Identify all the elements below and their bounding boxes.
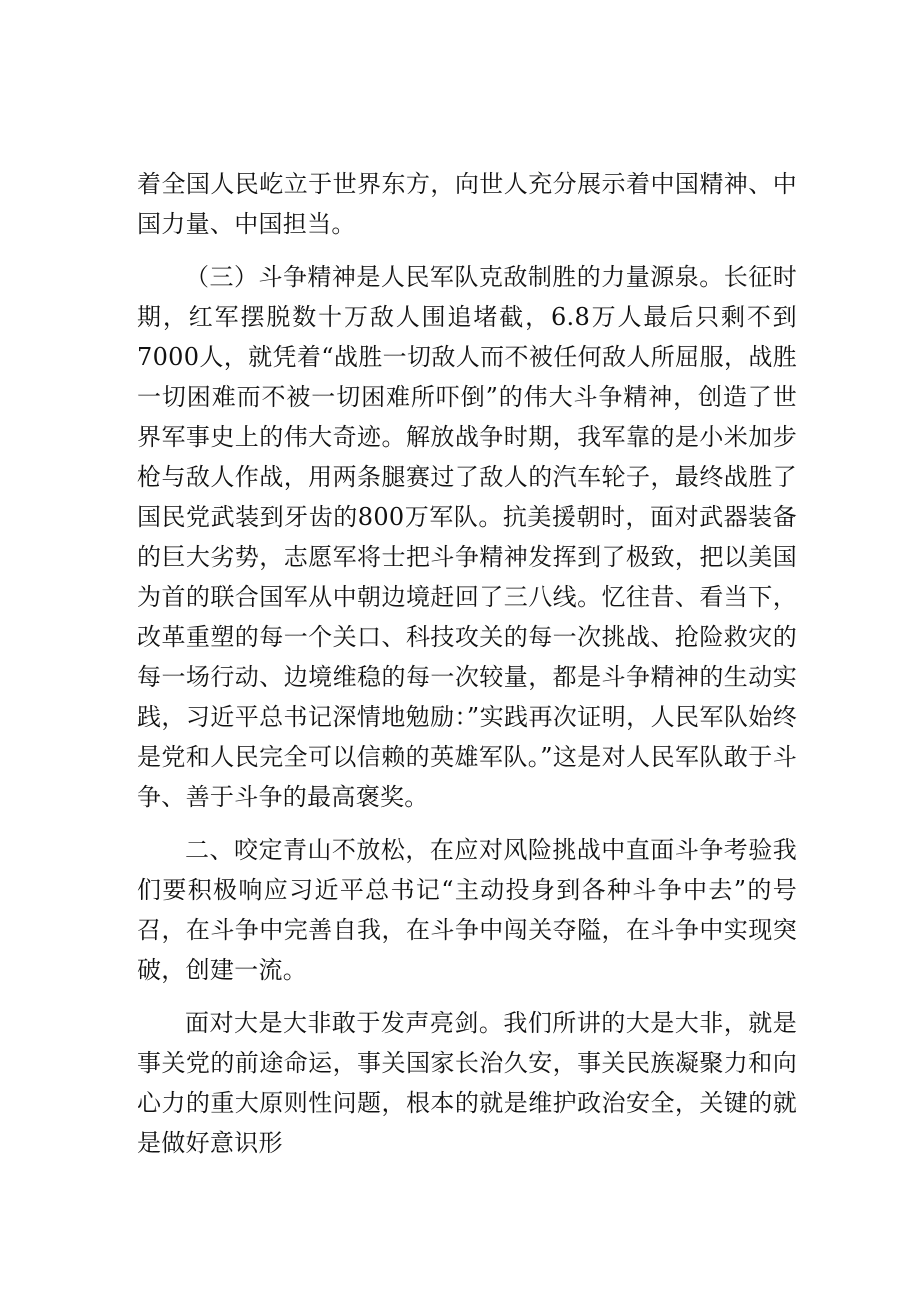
paragraph-section-two-heading: 二、咬定青山不放松，在应对风险挑战中直面斗争考验我们要积极响应习近平总书记“主动投身到各种斗争中去”的号召，在斗争中完善自我，在斗争中闯关夺隘，在斗争中实现突破，创建一流。 bbox=[137, 836, 797, 984]
document-body bbox=[137, 164, 797, 1176]
paragraph-right-and-wrong: 面对大是大非敢于发声亮剑。我们所讲的大是大非，就是事关党的前途命运，事关国家长治久安，事关民族凝聚力和向心力的重大原则性问题，根本的就是维护政治安全，关键的就是做好意识形 bbox=[137, 1009, 797, 1157]
paragraph-continued: 着全国人民屹立于世界东方，向世人充分展示着中国精神、中国力量、中国担当。 bbox=[137, 170, 797, 238]
paragraph-struggle-spirit: （三）斗争精神是人民军队克敌制胜的力量源泉。长征时期，红军摆脱数十万敌人围追堵截，6.8万人最后只剩不到7000人，就凭着“战胜一切敌人而不被任何敌人所屈服，战胜一切困难而不被一切困难所吓倒”的伟大斗争精神，创造了世界军事史上的伟大奇迹。解放战争时期，我军靠的是小米加步枪与敌人作战，用两条腿赛过了敌人的汽车轮子，最终战胜了国民党武装到牙齿的800万军队。抗美援朝时，面对武器装备的巨大劣势，志愿军将士把斗争精神发挥到了极致，把以美国为首的联合国军从中朝边境赶回了三八线。忆往昔、看当下，改革重塑的每一个关口、科技攻关的每一次挑战、抢险救灾的每一场行动、边境维稳的每一次较量，都是斗争精神的生动实践，习近平总书记深情地勉励：”实践再次证明，人民军队始终是党和人民完全可以信赖的英雄军队。”这是对人民军队敢于斗争、善于斗争的最高褒奖。 bbox=[137, 263, 797, 811]
